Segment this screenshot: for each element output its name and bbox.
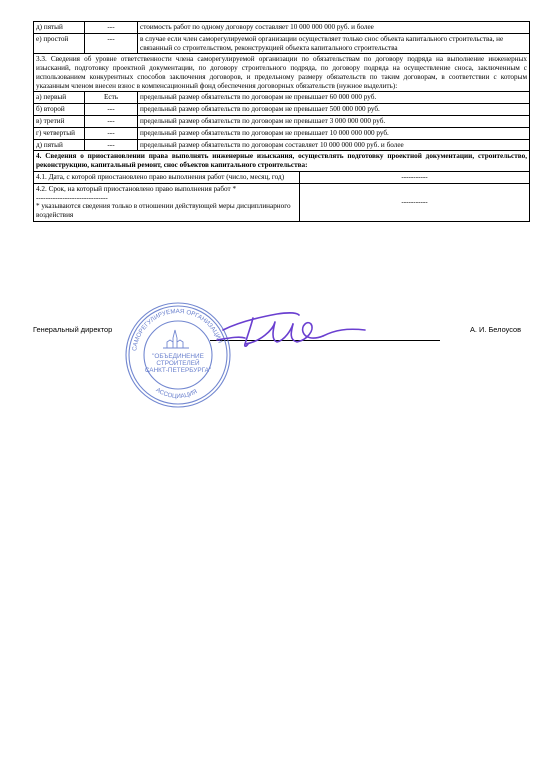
table-row <box>34 127 530 139</box>
table-row <box>34 33 530 54</box>
mark-cell: --- <box>85 116 138 128</box>
text-cell: стоимость работ по одному договору составляет 10 000 000 000 руб. и более <box>138 22 530 34</box>
text-cell: предельный размер обязательств по договорам не превышает 500 000 000 руб. <box>138 104 530 116</box>
stamp-ring-bottom: АССОЦИАЦИЯ <box>154 386 199 401</box>
level-cell: б) второй <box>34 104 85 116</box>
position-title: Генеральный директор <box>33 325 113 334</box>
signature-line <box>210 340 440 341</box>
section-4-heading: 4. Сведения о приостановлении права выполнять инженерные изыскания, осуществлять подготовку проектной документации, строительство, реконструкцию, капитальный ремонт, снос объектов капитального строительства: <box>34 151 530 171</box>
level-cell: д) пятый <box>34 22 85 34</box>
row-4-1-value: ----------- <box>300 171 530 183</box>
table-row <box>34 116 530 128</box>
level-cell: е) простой <box>34 33 85 54</box>
level-cell: г) четвертый <box>34 127 85 139</box>
stamp-ring-top: САМОРЕГУЛИРУЕМАЯ ОРГАНИЗАЦИЯ <box>131 307 224 352</box>
level-cell: а) первый <box>34 92 85 104</box>
cathedral-icon <box>163 330 189 348</box>
text-cell: предельный размер обязательств по договорам составляет 10 000 000 000 руб. и более <box>138 139 530 151</box>
text-cell: в случае если член саморегулируемой организации осуществляет только снос объекта капитального строительства, не связанный со строительством, реконструкцией объекта капитального строительства <box>138 33 530 54</box>
table-row <box>34 104 530 116</box>
signer-name: А. И. Белоусов <box>470 325 522 334</box>
organization-stamp <box>123 300 233 410</box>
section-3-3-text: 3.3. Сведения об уровне ответственности члена саморегулируемой организации по обязательствам по договору подряда на выполнение инженерных изысканий, подготовку проектной документации, по договору строительного подряда, по договору подряда на осуществление сноса, заключенным с использованием конкурентных способов заключения договоров, и предельному размеру обязательств по таким договорам, в соответствии с которым указанным членом внесен взнос в компенсационный фонд обеспечения договорных обязательств (нужное выделить): <box>34 54 530 92</box>
mark-cell: --- <box>85 139 138 151</box>
mark-cell: --- <box>85 22 138 34</box>
section-3-3-row <box>34 54 530 92</box>
table-row <box>34 22 530 34</box>
table-top <box>33 21 530 151</box>
table-row <box>34 139 530 151</box>
mark-cell: --- <box>85 33 138 54</box>
row-4-2-label-cell <box>34 183 300 221</box>
level-cell: д) пятый <box>34 139 85 151</box>
row-4-2-value: ----------- <box>300 183 530 221</box>
stamp-center-3: САНКТ-ПЕТЕРБУРГА" <box>144 367 212 374</box>
mark-cell: --- <box>85 127 138 139</box>
row-4-1-label: 4.1. Дата, с которой приостановлено право выполнения работ (число, месяц, год) <box>34 171 300 183</box>
stamp-center-2: СТРОИТЕЛЕЙ <box>156 360 200 367</box>
text-cell: предельный размер обязательств по договорам не превышает 60 000 000 руб. <box>138 92 530 104</box>
level-cell: в) третий <box>34 116 85 128</box>
document-body <box>33 21 530 222</box>
section-4-row <box>34 151 530 171</box>
mark-cell: --- <box>85 104 138 116</box>
row-4-2-label: 4.2. Срок, на который приостановлено право выполнения работ * <box>36 184 237 193</box>
stamp-center-1: "ОБЪЕДИНЕНИЕ <box>152 353 204 360</box>
text-cell: предельный размер обязательств по договорам не превышает 10 000 000 000 руб. <box>138 127 530 139</box>
mark-cell: Есть <box>85 92 138 104</box>
table-row <box>34 183 530 221</box>
row-4-2-note: * указываются сведения только в отношении действующей меры дисциплинарного воздействия <box>36 202 291 220</box>
row-4-2-dashes: ------------------------------ <box>36 193 108 202</box>
table-section-4 <box>33 151 530 221</box>
table-row <box>34 92 530 104</box>
text-cell: предельный размер обязательств по договорам не превышает 3 000 000 000 руб. <box>138 116 530 128</box>
handwritten-signature <box>215 300 380 355</box>
table-row <box>34 171 530 183</box>
